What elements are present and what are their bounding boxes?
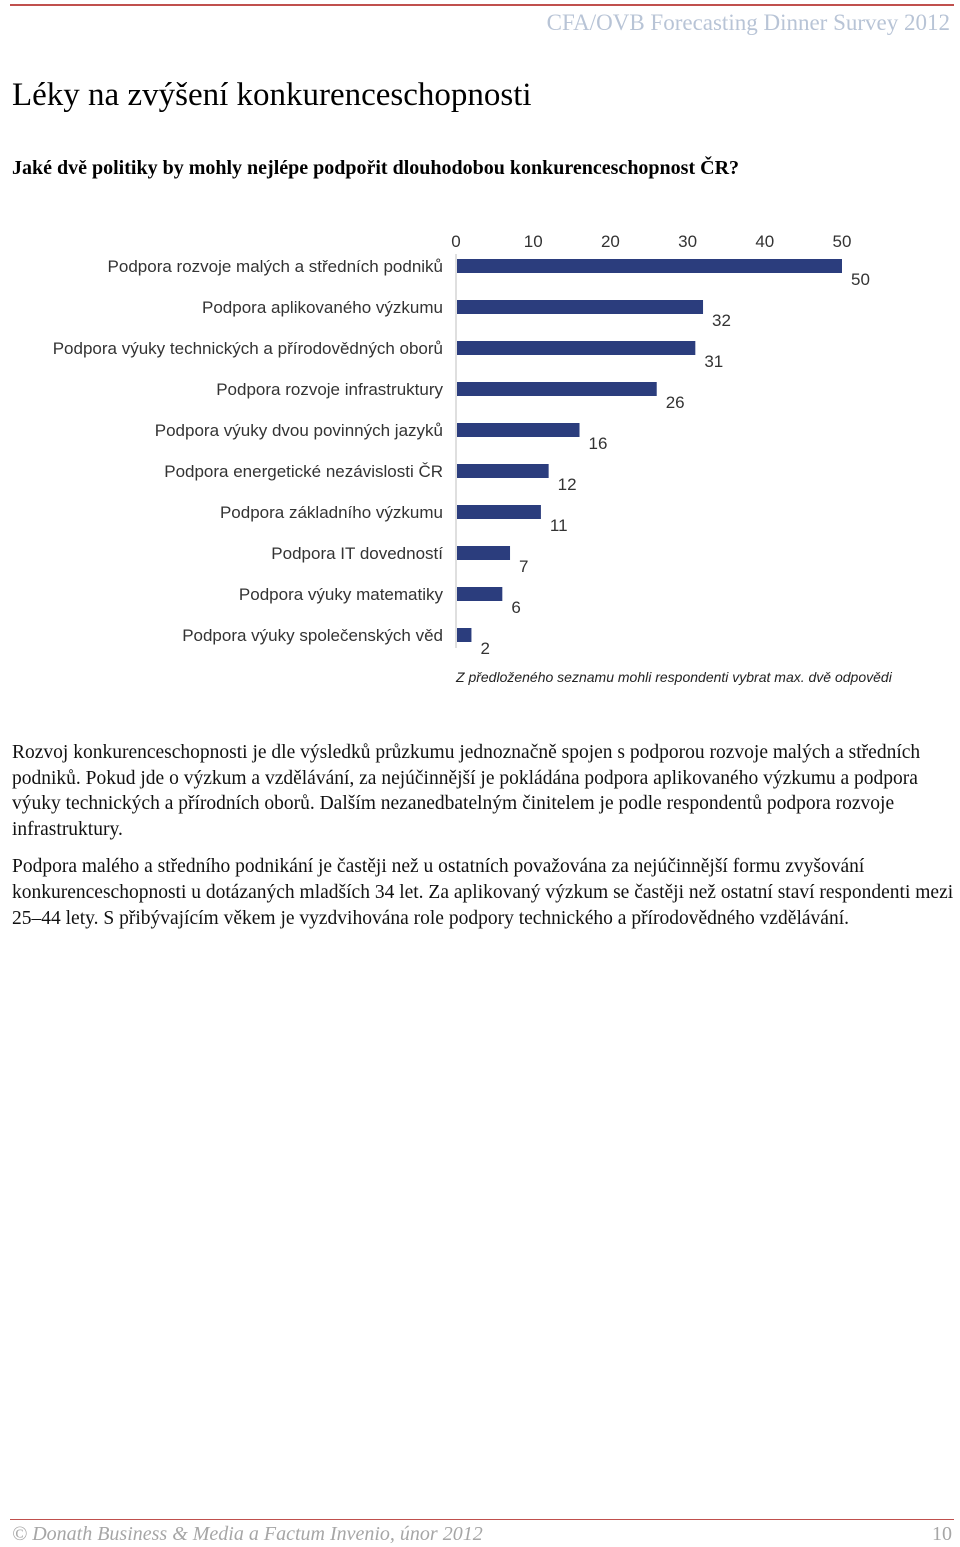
x-tick-label: 30: [678, 232, 698, 251]
bar: [457, 341, 695, 355]
category-label: Podpora energetické nezávislosti ČR: [164, 462, 443, 481]
survey-question: Jaké dvě politiky by mohly nejlépe podpořit dlouhodobou konkurenceschopnost ČR?: [12, 157, 740, 179]
data-label: 50: [851, 270, 870, 289]
x-tick-label: 10: [523, 232, 543, 251]
bar: [457, 259, 842, 273]
survey-title: CFA/OVB Forecasting Dinner Survey 2012: [546, 10, 950, 35]
bar: [457, 505, 541, 519]
body-text: [12, 740, 956, 943]
data-label: 11: [549, 516, 568, 535]
category-label: Podpora výuky matematiky: [238, 585, 443, 604]
data-label: 32: [712, 311, 731, 330]
data-label: 26: [665, 393, 685, 412]
bar: [457, 546, 510, 560]
bar: [457, 382, 657, 396]
category-label: Podpora aplikovaného výzkumu: [202, 298, 443, 317]
data-label: 6: [511, 598, 521, 617]
data-label: 2: [480, 639, 490, 658]
data-label: 12: [557, 475, 577, 494]
bar: [457, 464, 549, 478]
body-paragraph-2: Podpora malého a středního podnikání je častěji než u ostatních považována za nejúčinnější formu zvyšování konkurenceschopnosti u dotázaných mladších 34 let. Za aplikovaný výzkum se častěji než ostatní staví respondenti mezi 25–44 lety. S přibývajícím věkem je vyzdvihována role podpory technického a přírodovědného vzdělávání.: [12, 856, 954, 929]
bar-chart: [0, 220, 960, 700]
footer-copyright: © Donath Business & Media a Factum Invenio, únor 2012: [12, 1523, 483, 1545]
x-tick-label: 50: [832, 232, 852, 251]
bar: [457, 423, 580, 437]
category-label: Podpora rozvoje infrastruktury: [216, 380, 443, 399]
category-label: Podpora IT dovedností: [271, 544, 443, 563]
header-rule: [10, 4, 954, 6]
category-label: Podpora výuky společenských věd: [182, 626, 443, 645]
bar: [457, 587, 502, 601]
body-paragraph-1: Rozvoj konkurenceschopnosti je dle výsledků průzkumu jednoznačně spojen s podporou rozvoje malých a středních podniků. Pokud jde o výzkum a vzdělávání, za nejúčinnější je pokládána podpora aplikovaného výzkumu a podpora výuky technických a přírodních oborů. Dalším nezanedbatelným činitelem je podle respondentů podpora rozvoje infrastruktury.: [12, 742, 921, 840]
x-tick-label: 0: [451, 232, 461, 251]
x-tick-label: 40: [755, 232, 775, 251]
category-label: Podpora výuky dvou povinných jazyků: [154, 421, 443, 440]
data-label: 31: [704, 352, 724, 371]
data-label: 16: [588, 434, 608, 453]
data-label: 7: [519, 557, 529, 576]
category-label: Podpora základního výzkumu: [219, 503, 443, 522]
category-label: Podpora výuky technických a přírodovědných oborů: [52, 339, 443, 358]
bar-chart-svg: [0, 220, 960, 700]
page-title: Léky na zvýšení konkurenceschopnosti: [12, 77, 532, 113]
page-number: 10: [932, 1523, 952, 1545]
footer-rule: [10, 1519, 954, 1520]
category-label: Podpora rozvoje malých a středních podniků: [107, 257, 443, 276]
bar: [457, 628, 471, 642]
bar: [457, 300, 703, 314]
x-tick-label: 20: [600, 232, 620, 251]
chart-note: Z předloženého seznamu mohli respondenti vybrat max. dvě odpovědi: [456, 669, 892, 685]
